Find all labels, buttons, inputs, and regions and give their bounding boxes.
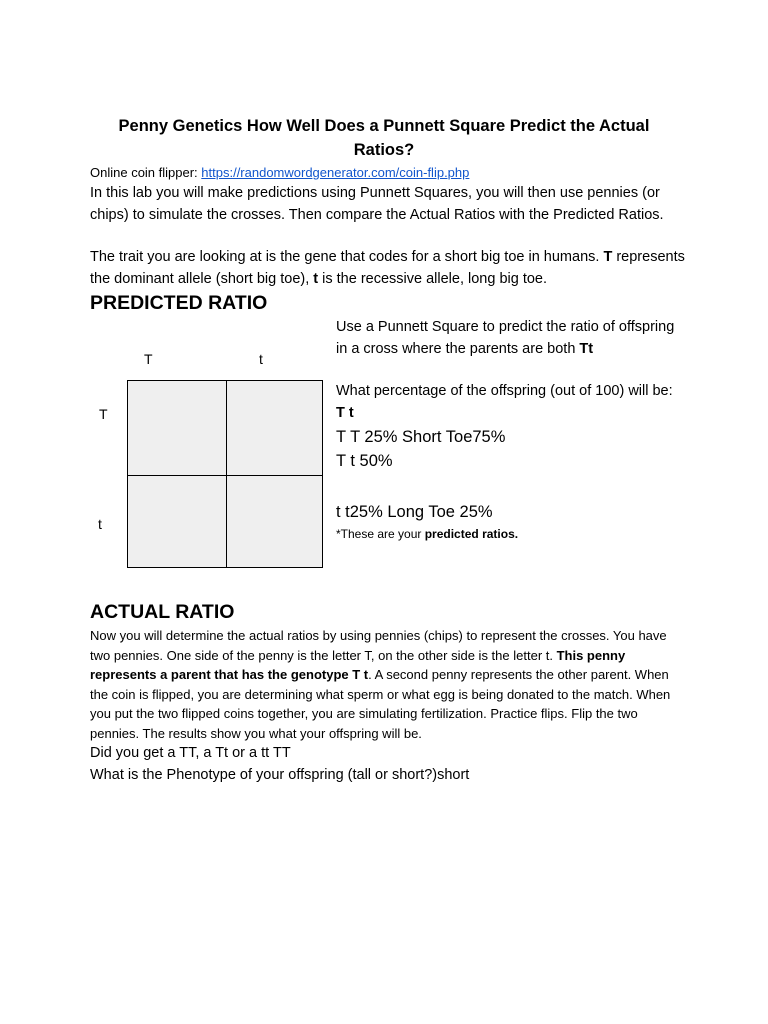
actual-text-c: . A second penny represents the other parent. When the coin is flipped, you are determining what sperm or what egg is being donated to the match. When you put the two flipped coins together, you are simulating fertilization. Practice flips. Flip the two pennies. The results show you what your offspring will be. xyxy=(90,667,671,741)
punnett-square xyxy=(127,380,323,568)
phenotype-question: What is the Phenotype of your offspring (tall or short?)short xyxy=(90,767,470,783)
note-emphasis: predicted ratios. xyxy=(424,527,519,541)
answer-tt-long: t t25% Long Toe 25% xyxy=(336,503,493,521)
trait-dominant-allele: T xyxy=(603,249,613,265)
coin-flipper-line xyxy=(90,163,690,185)
predicted-ratio-heading: PREDICTED RATIO xyxy=(90,292,268,314)
parent-genotype: Tt xyxy=(579,340,594,357)
answer-tt-hetero: T t 50% xyxy=(336,452,393,470)
actual-text-a: Now you will determine the actual ratios by using pennies (chips) to represent the crosses. You have two pennies. One side of the penny is the letter T, on the other side is the letter t. xyxy=(90,628,667,663)
coin-flipper-link[interactable]: https://randomwordgenerator.com/coin-flip.php xyxy=(201,165,470,180)
intro-paragraph: In this lab you will make predictions using Punnett Squares, you will then use pennies (or chips) to simulate the crosses. Then compare the Actual Ratios with the Predicted Ratios. xyxy=(90,185,664,223)
trait-text-a: The trait you are looking at is the gene that codes for a short big toe in humans. xyxy=(90,249,604,265)
trait-text-c: is the recessive allele, long big toe. xyxy=(318,270,548,287)
trait-text-b: represents the dominant allele (short big toe), xyxy=(90,249,685,287)
question-text: What percentage of the offspring (out of 100) will be: xyxy=(336,383,673,399)
percentage-question xyxy=(336,381,676,424)
punnett-row-label: t xyxy=(98,516,102,532)
trait-recessive-allele: t xyxy=(313,270,319,287)
instruction-text: Use a Punnett Square to predict the ratio of offspring in a cross where the parents are both xyxy=(336,319,675,357)
punnett-instruction xyxy=(336,317,676,360)
punnett-divider-horizontal xyxy=(128,475,322,476)
punnett-divider-vertical xyxy=(226,381,227,567)
actual-ratio-heading: ACTUAL RATIO xyxy=(90,601,235,623)
predicted-note xyxy=(336,526,518,542)
page-title: Penny Genetics How Well Does a Punnett Square Predict the Actual Ratios? xyxy=(118,117,650,159)
actual-genotype-emphasis: This penny represents a parent that has the genotype T t xyxy=(90,647,626,682)
genotype-question: Did you get a TT, a Tt or a tt TT xyxy=(90,745,291,761)
punnett-row-label: T xyxy=(99,406,108,422)
answer-tt-short: T T 25% Short Toe75% xyxy=(336,428,506,446)
note-text: *These are your xyxy=(336,527,425,541)
actual-paragraph xyxy=(90,626,680,743)
punnett-col-label: T xyxy=(144,351,153,367)
coin-flipper-label: Online coin flipper: xyxy=(90,165,202,180)
question-genotype: T t xyxy=(336,404,354,421)
trait-paragraph xyxy=(90,247,690,290)
punnett-col-label: t xyxy=(259,351,263,367)
